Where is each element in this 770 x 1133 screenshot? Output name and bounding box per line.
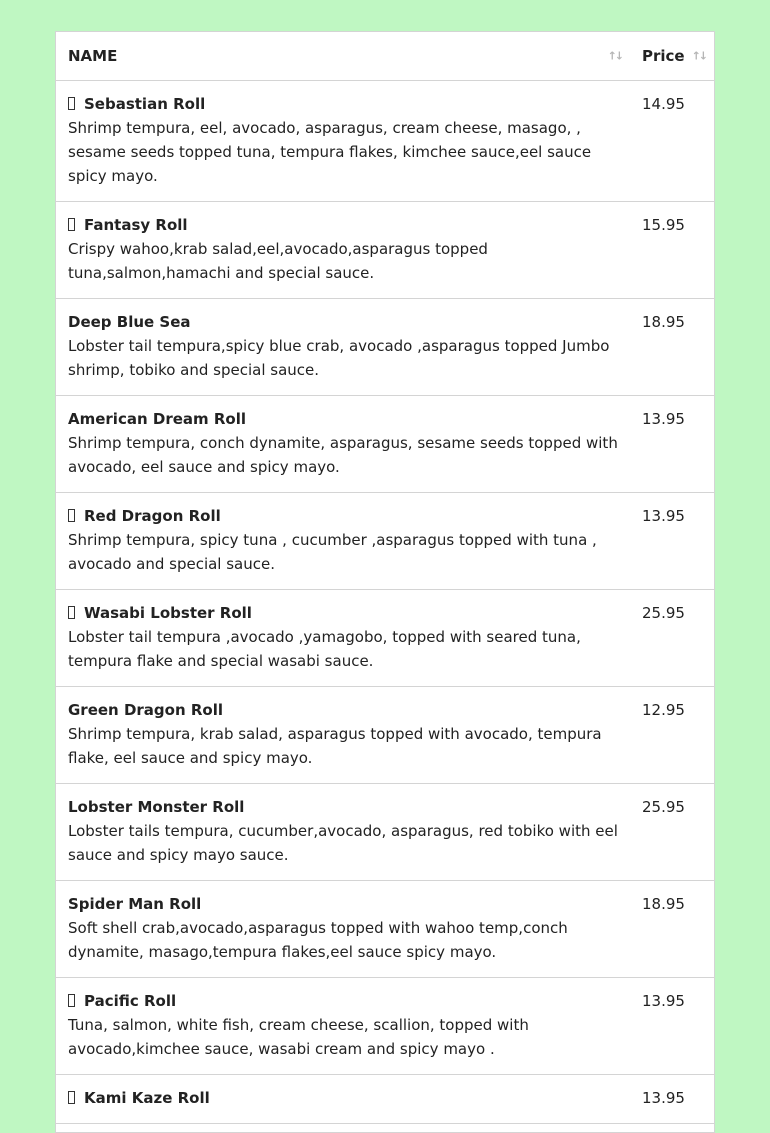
price-cell <box>630 81 714 202</box>
item-price: 13.95 <box>642 507 685 525</box>
table-row <box>56 396 714 493</box>
item-price: 18.95 <box>642 313 685 331</box>
item-cell <box>56 978 630 1075</box>
price-cell <box>630 687 714 784</box>
table-row <box>56 1075 714 1124</box>
item-cell <box>56 81 630 202</box>
table-row <box>56 978 714 1075</box>
item-name-line <box>68 508 618 524</box>
table-row <box>56 202 714 299</box>
item-price: 25.95 <box>642 798 685 816</box>
item-name-line <box>68 96 618 112</box>
item-price: 25.95 <box>642 604 685 622</box>
item-name: Spider Man Roll <box>68 895 202 913</box>
item-cell <box>56 784 630 881</box>
item-name: Red Dragon Roll <box>84 507 221 525</box>
item-name-line <box>68 896 618 912</box>
item-cell <box>56 493 630 590</box>
item-description: Shrimp tempura, conch dynamite, asparagus, sesame seeds topped with avocado, eel sauce and spicy mayo. <box>68 434 618 476</box>
item-cell <box>56 1075 630 1124</box>
item-name: Deep Blue Sea <box>68 313 191 331</box>
item-price: 13.95 <box>642 992 685 1010</box>
item-description: Crispy wahoo,krab salad,eel,avocado,asparagus topped tuna,salmon,hamachi and special sauce. <box>68 240 488 282</box>
spicy-icon <box>68 994 75 1007</box>
menu-table-body <box>56 81 714 1124</box>
price-cell <box>630 1075 714 1124</box>
price-cell <box>630 202 714 299</box>
item-cell <box>56 202 630 299</box>
item-name: Pacific Roll <box>84 992 177 1010</box>
price-cell <box>630 299 714 396</box>
table-row <box>56 81 714 202</box>
item-description: Tuna, salmon, white fish, cream cheese, scallion, topped with avocado,kimchee sauce, wasabi cream and spicy mayo . <box>68 1016 529 1058</box>
price-cell <box>630 493 714 590</box>
table-header-row <box>56 32 714 81</box>
price-cell <box>630 881 714 978</box>
sort-icon[interactable]: ↑↓ <box>691 49 706 63</box>
item-description: Lobster tail tempura,spicy blue crab, avocado ,asparagus topped Jumbo shrimp, tobiko and special sauce. <box>68 337 610 379</box>
item-name: American Dream Roll <box>68 410 247 428</box>
item-name: Lobster Monster Roll <box>68 798 245 816</box>
spicy-icon <box>68 218 75 231</box>
item-cell <box>56 396 630 493</box>
item-description: Lobster tail tempura ,avocado ,yamagobo, topped with seared tuna, tempura flake and special wasabi sauce. <box>68 628 581 670</box>
column-header-price-label: Price <box>642 47 685 65</box>
item-description: Shrimp tempura, eel, avocado, asparagus, cream cheese, masago, , sesame seeds topped tuna, tempura flakes, kimchee sauce,eel sauce spicy mayo. <box>68 119 592 185</box>
column-header-price[interactable] <box>630 32 714 81</box>
item-cell <box>56 881 630 978</box>
table-row <box>56 784 714 881</box>
item-description: Soft shell crab,avocado,asparagus topped with wahoo temp,conch dynamite, masago,tempura flakes,eel sauce spicy mayo. <box>68 919 568 961</box>
spicy-icon <box>68 97 75 110</box>
sort-icon[interactable]: ↑↓ <box>607 49 622 63</box>
column-header-name-label: NAME <box>68 47 118 65</box>
item-name: Sebastian Roll <box>84 95 206 113</box>
spicy-icon <box>68 509 75 522</box>
item-name-line <box>68 217 618 233</box>
item-name-line <box>68 702 618 718</box>
item-price: 15.95 <box>642 216 685 234</box>
item-price: 18.95 <box>642 895 685 913</box>
table-row <box>56 299 714 396</box>
item-cell <box>56 590 630 687</box>
price-cell <box>630 396 714 493</box>
item-name: Green Dragon Roll <box>68 701 224 719</box>
column-header-name[interactable] <box>56 32 630 81</box>
table-row <box>56 590 714 687</box>
spicy-icon <box>68 606 75 619</box>
item-description: Lobster tails tempura, cucumber,avocado, asparagus, red tobiko with eel sauce and spicy mayo sauce. <box>68 822 618 864</box>
item-price: 14.95 <box>642 95 685 113</box>
table-row <box>56 493 714 590</box>
item-cell <box>56 299 630 396</box>
item-price: 13.95 <box>642 410 685 428</box>
item-name: Fantasy Roll <box>84 216 188 234</box>
menu-table-container <box>55 31 715 1133</box>
table-row <box>56 687 714 784</box>
item-name-line <box>68 1090 618 1106</box>
price-cell <box>630 590 714 687</box>
menu-table <box>56 32 714 1124</box>
item-price: 13.95 <box>642 1089 685 1107</box>
table-row <box>56 881 714 978</box>
price-cell <box>630 978 714 1075</box>
item-name: Wasabi Lobster Roll <box>84 604 252 622</box>
item-name-line <box>68 411 618 427</box>
spicy-icon <box>68 1091 75 1104</box>
item-cell <box>56 687 630 784</box>
item-name-line <box>68 993 618 1009</box>
item-price: 12.95 <box>642 701 685 719</box>
item-description: Shrimp tempura, krab salad, asparagus topped with avocado, tempura flake, eel sauce and spicy mayo. <box>68 725 602 767</box>
item-description: Shrimp tempura, spicy tuna , cucumber ,asparagus topped with tuna , avocado and special sauce. <box>68 531 597 573</box>
price-cell <box>630 784 714 881</box>
item-name-line <box>68 314 618 330</box>
item-name-line <box>68 799 618 815</box>
item-name: Kami Kaze Roll <box>84 1089 210 1107</box>
item-name-line <box>68 605 618 621</box>
